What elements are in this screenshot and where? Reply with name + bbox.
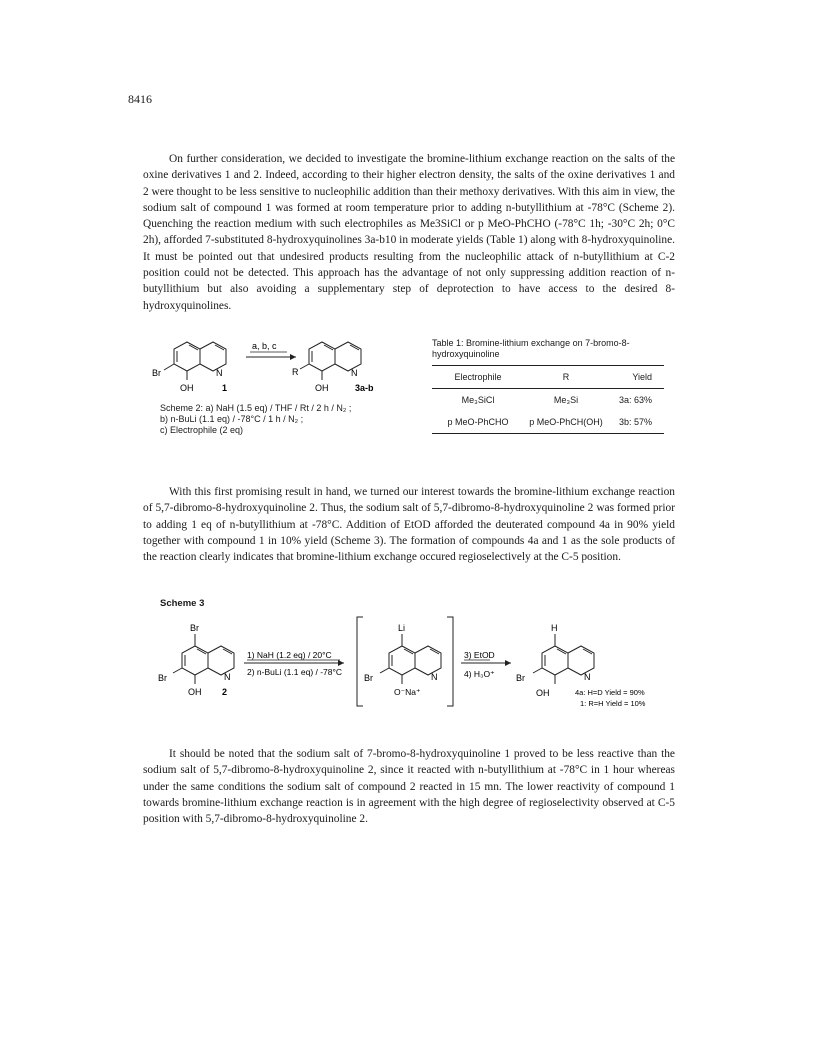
n-label: N xyxy=(224,672,231,682)
conditions-step-3: 3) EtOD xyxy=(464,650,495,660)
n-label: N xyxy=(216,368,223,378)
paragraph-3: It should be noted that the sodium salt of 7-bromo-8-hydroxyquinoline 1 proved to be less reactive than the sodium salt of 5,7-dibromo-8-hydroxyquinoline 2, since it reacted with n-butyllithium at -78°C in 1 hour whereas under the same conditions the sodium salt of compound 2 reacted in 15 mn. The lower reactivity of compound 1 towards bromine-lithium exchange reaction is in agreement with the high degree of regioselectivity observed at C-5 position with 5,7-dibromo-8-hydroxyquinoline 2. xyxy=(143,748,675,826)
conditions-step-1: 1) NaH (1.2 eq) / 20°C xyxy=(247,650,332,660)
scheme-2-caption-line: c) Electrophile (2 eq) xyxy=(160,425,244,435)
scheme-3-title: Scheme 3 xyxy=(160,598,205,609)
cell-r: Me₃Si xyxy=(553,395,579,405)
bracket-right xyxy=(447,617,453,706)
header-electrophile: Electrophile xyxy=(432,366,524,389)
arrow-label: a, b, c xyxy=(252,341,277,351)
li-label: Li xyxy=(398,623,406,633)
n-label: N xyxy=(431,672,438,682)
scheme-2-caption xyxy=(160,403,351,436)
cell-electrophile: p MeO-PhCHO xyxy=(432,411,524,434)
table-1 xyxy=(432,338,670,434)
br-label: Br xyxy=(364,673,373,683)
br-left-label: Br xyxy=(158,673,167,683)
h-label: H xyxy=(551,623,558,633)
cell-yield: 3b: 57% xyxy=(608,411,664,434)
yield-4a: 4a: H=D Yield = 90% xyxy=(575,688,645,697)
br-label: Br xyxy=(152,368,161,378)
n-label-product: N xyxy=(351,368,358,378)
n-label-product: N xyxy=(584,672,591,682)
table-1-caption: Table 1: Bromine-lithium exchange on 7-bromo-8-hydroxyquinoline xyxy=(432,338,630,359)
table-row xyxy=(432,389,664,412)
header-r: R xyxy=(524,366,608,389)
paragraph-1: On further consideration, we decided to investigate the bromine-lithium exchange reaction on the salts of the oxine derivatives 1 and 2. Indeed, according to their higher electron density, the salts of the oxine derivatives 1 and 2 were thought to be less sensitive to nucleophilic addition than their methoxy derivatives. With this aim in view, the sodium salt of compound 1 was formed at room temperature prior to adding n-butyllithium at -78°C (Scheme 2). Quenching the reaction medium with such electrophiles as Me3SiCl or p MeO-PhCHO (-78°C 1h; -30°C 2h; 0°C 2h), afforded 7-substituted 8-hydroxyquinolines 3a-b10 in moderate yields (Table 1) along with 8-hydroxyquinoline. It must be pointed out that undesired products resulting from the nucleophilic attack of n-butyllithium at C-2 position could not be detected. This approach has the advantage of not only suppressing addition reaction of n-butyllithium but also avoiding a supplementary step of deprotection to have access to the desired 8-hydroxyquinolines. xyxy=(143,153,675,312)
scheme-2-diagram xyxy=(150,328,420,400)
compound-number-1: 1 xyxy=(222,383,228,393)
bracket-left xyxy=(357,617,363,706)
r-label: R xyxy=(292,367,299,377)
oh-label: OH xyxy=(180,383,194,393)
yield-1: 1: R=H Yield = 10% xyxy=(580,699,646,708)
cell-yield: 3a: 63% xyxy=(618,395,652,405)
br-top-label: Br xyxy=(190,623,199,633)
compound-number-2: 2 xyxy=(222,687,228,697)
conditions-step-4: 4) H₃O⁺ xyxy=(464,669,495,679)
table-header-row xyxy=(432,366,664,389)
page-number: 8416 xyxy=(128,92,152,106)
oh-label-product: OH xyxy=(536,688,550,698)
cell-electrophile: Me₃SiCl xyxy=(461,395,495,405)
reaction-arrow xyxy=(244,660,344,666)
paragraph-2: With this first promising result in hand, we turned our interest towards the bromine-lithium exchange reaction of 5,7-dibromo-8-hydroxyquinoline 2. Thus, the sodium salt of 5,7-dibromo-8-hydroxyquinoline 2 was formed prior to adding 1 eq of n-butyllithium at -78°C. Addition of EtOD afforded the deuterated compound 4a in 90% yield together with compound 1 in 10% yield (Scheme 3). The formation of compounds 4a and 1 as the sole products of the reaction clearly indicates that bromine-lithium exchange occured regioselectively at the C-5 position. xyxy=(143,486,675,564)
conditions-step-2: 2) n-BuLi (1.1 eq) / -78°C xyxy=(247,667,343,677)
oh-label: OH xyxy=(188,687,202,697)
o-na-label: O⁻Na⁺ xyxy=(394,687,421,697)
table-1-grid xyxy=(432,365,664,434)
oh-label-product: OH xyxy=(315,383,329,393)
header-yield: Yield xyxy=(608,366,664,389)
scheme-2-caption-line: b) n-BuLi (1.1 eq) / -78°C / 1 h / N₂ ; xyxy=(160,414,304,424)
compound-number-3ab: 3a-b xyxy=(355,383,374,393)
scheme-3-diagram xyxy=(150,612,680,712)
scheme-2-caption-line: Scheme 2: a) NaH (1.5 eq) / THF / Rt / 2 h / N₂ ; xyxy=(160,403,352,413)
table-row xyxy=(432,411,664,434)
br-label-product: Br xyxy=(516,673,525,683)
reaction-arrow xyxy=(461,660,511,666)
reaction-arrow xyxy=(246,354,296,360)
cell-r: p MeO-PhCH(OH) xyxy=(524,411,608,434)
